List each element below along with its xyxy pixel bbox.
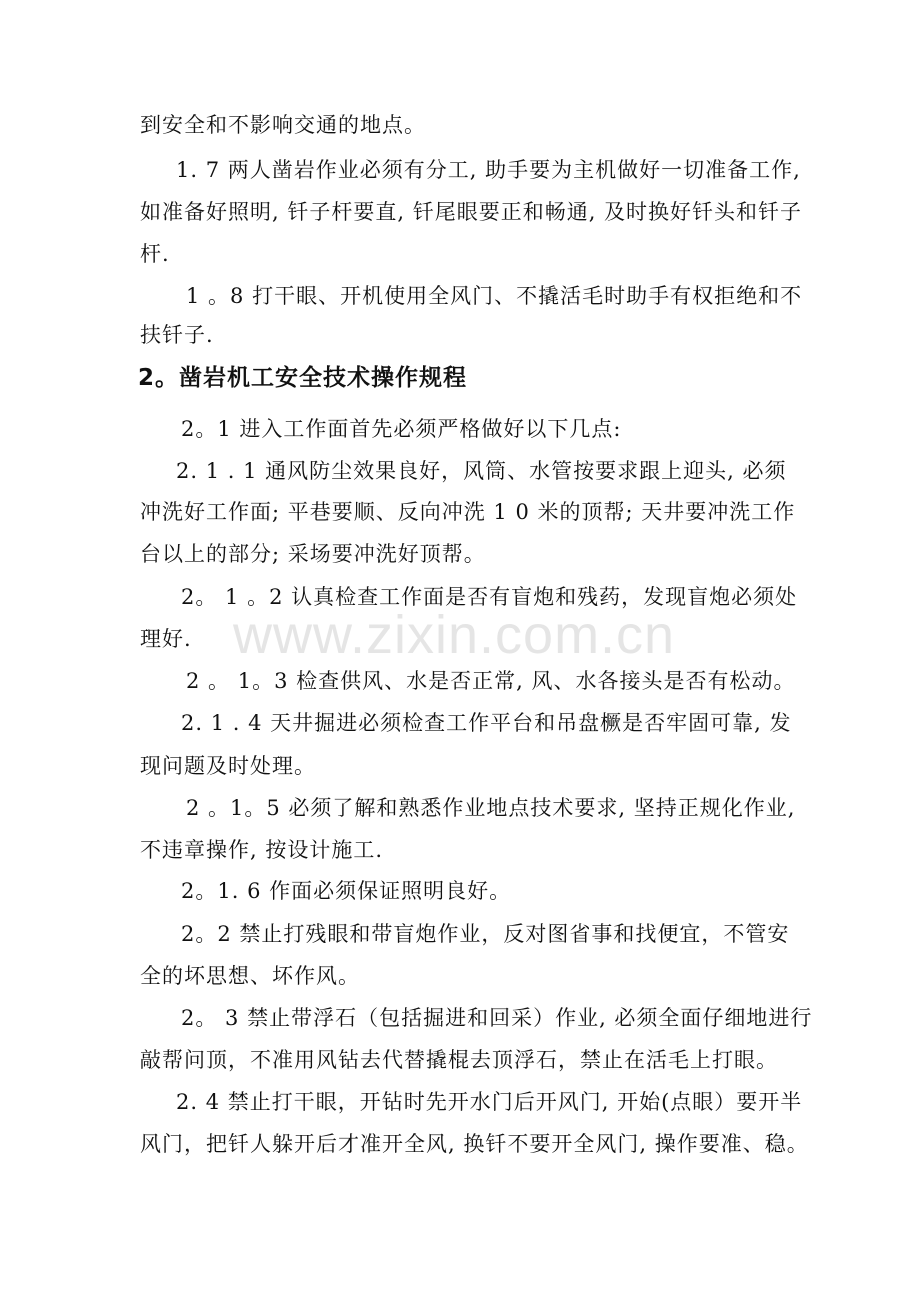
paragraph-line: 2. 1 . 1 通风防尘效果良好，风筒、水管按要求跟上迎头, 必须 [176, 459, 787, 483]
paragraph-line: 台以上的部分; 采场要冲洗好顶帮。 [140, 542, 486, 566]
paragraph-line: 不违章操作, 按设计施工. [140, 838, 384, 862]
paragraph-line: 1 。8 打干眼、开机使用全风门、不撬活毛时助手有权拒绝和不 [186, 284, 803, 308]
paragraph-line: 2。1 进入工作面首先必须严格做好以下几点: [181, 417, 622, 441]
paragraph-line: 全的坏思想、坏作风。 [140, 964, 360, 988]
paragraph-line: 2 。1。5 必须了解和熟悉作业地点技术要求, 坚持正规化作业, [186, 796, 796, 820]
paragraph-line: 如准备好照明, 钎子杆要直, 钎尾眼要正和畅通, 及时换好钎头和钎子 [140, 200, 803, 224]
paragraph-line: 2。 1 。2 认真检查工作面是否有盲炮和残药，发现盲炮必须处 [181, 585, 798, 609]
paragraph-line: 2. 1 . 4 天井掘进必须检查工作平台和吊盘橛是否牢固可靠, 发 [181, 711, 792, 735]
paragraph-line: 现问题及时处理。 [140, 754, 316, 778]
paragraph-line: 到安全和不影响交通的地点。 [140, 113, 426, 137]
paragraph-line: 2。2 禁止打残眼和带盲炮作业，反对图省事和找便宜，不管安 [181, 922, 790, 946]
paragraph-line: 敲帮问顶，不准用风钻去代替撬棍去顶浮石，禁止在活毛上打眼。 [140, 1048, 778, 1072]
paragraph-line: 杆. [140, 242, 170, 266]
paragraph-line: 1. 7 两人凿岩作业必须有分工, 助手要为主机做好一切准备工作, [176, 158, 801, 182]
section-heading: 2。凿岩机工安全技术操作规程 [138, 365, 468, 391]
paragraph-line: 冲洗好工作面; 平巷要顺、反向冲洗 1 0 米的顶帮; 天井要冲洗工作 [140, 500, 796, 524]
paragraph-line: 扶钎子. [140, 323, 214, 347]
watermark: www.zixin.com.cn [233, 605, 676, 665]
paragraph-line: 2。1. 6 作面必须保证照明良好。 [181, 879, 512, 903]
paragraph-line: 理好. [140, 627, 192, 651]
paragraph-line: 2. 4 禁止打干眼，开钻时先开水门后开风门, 开始(点眼）要开半 [176, 1090, 803, 1114]
paragraph-line: 2。 3 禁止带浮石（包括掘进和回采）作业, 必须全面仔细地进行 [181, 1006, 813, 1030]
paragraph-line: 风门，把钎人躲开后才准开全风, 换钎不要开全风门, 操作要准、稳。 [140, 1132, 809, 1156]
paragraph-line: 2 。 1。3 检查供风、水是否正常, 风、水各接头是否有松动。 [186, 669, 796, 693]
